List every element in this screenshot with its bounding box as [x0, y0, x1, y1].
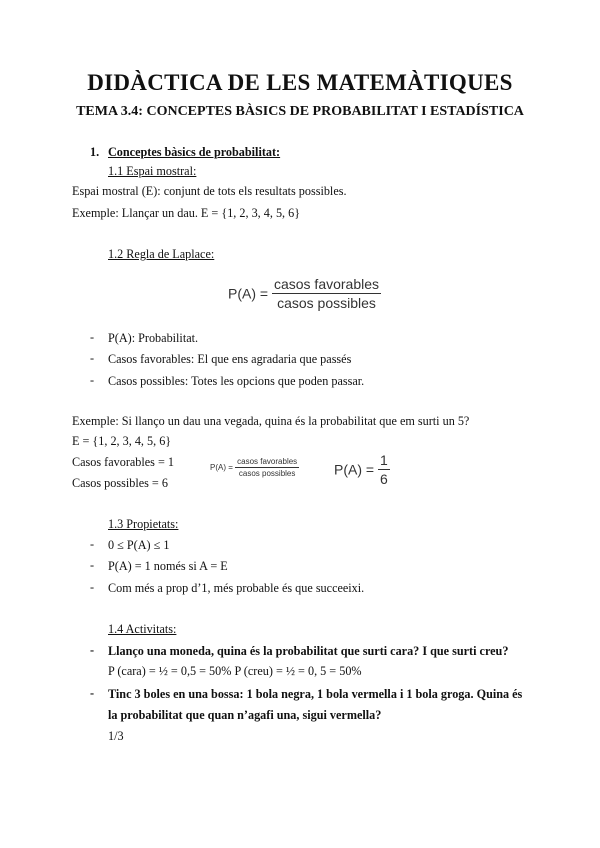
activity-question-2-line-1: Tinc 3 boles en una bossa: 1 bola negra, 1 bola vermella i 1 bola groga. Quina és — [108, 687, 523, 701]
small-formula-fraction — [235, 457, 299, 478]
subsection-heading-1-2: 1.2 Regla de Laplace: — [108, 247, 215, 261]
small-formula-numerator: casos favorables — [237, 457, 298, 466]
bullet-dash: - — [90, 373, 95, 387]
probability-result — [334, 452, 390, 487]
section-heading: Conceptes bàsics de probabilitat: — [108, 145, 281, 159]
result-fraction — [378, 452, 390, 487]
activity-question-2-line-2: la probabilitat que quan n’agafi una, sigui vermella? — [108, 708, 382, 722]
activity-answer-1: P (cara) = ½ = 0,5 = 50% P (creu) = ½ = 0, 5 = 50% — [108, 664, 362, 678]
bullet-dash: - — [90, 686, 95, 700]
possible-cases: Casos possibles = 6 — [72, 476, 168, 490]
bullet-dash: - — [90, 580, 95, 594]
bullet-dash: - — [90, 537, 95, 551]
formula-numerator: casos favorables — [273, 276, 380, 292]
bullet-text: P(A) = 1 només si A = E — [108, 559, 228, 573]
bullet-text: Casos possibles: Totes les opcions que poden passar. — [108, 374, 365, 388]
bullet-text: P(A): Probabilitat. — [108, 331, 199, 345]
activity-question-1: Llanço una moneda, quina és la probabilitat que surti cara? I que surti creu? — [108, 644, 509, 658]
laplace-formula — [228, 276, 381, 311]
subsection-heading-1-4: 1.4 Activitats: — [108, 622, 177, 636]
bullet-dash: - — [90, 330, 95, 344]
result-numerator: 1 — [379, 452, 388, 468]
bullet-dash: - — [90, 643, 95, 657]
small-formula-denominator: casos possibles — [238, 469, 296, 478]
bullet-text: Casos favorables: El que ens agradaria que passés — [108, 352, 352, 366]
bullet-text: 0 ≤ P(A) ≤ 1 — [108, 538, 170, 552]
example-question: Exemple: Si llanço un dau una vegada, quina és la probabilitat que em surti un 5? — [72, 414, 470, 428]
result-lhs: P(A) = — [334, 461, 375, 478]
page-title: DIDÀCTICA DE LES MATEMÀTIQUES — [87, 70, 513, 95]
formula-fraction — [272, 276, 381, 311]
bullet-text: Com més a prop d’1, més probable és que succeeixi. — [108, 581, 365, 595]
example-text: Exemple: Llançar un dau. E = {1, 2, 3, 4, 5, 6} — [72, 206, 301, 220]
activity-answer-2: 1/3 — [108, 729, 124, 743]
formula-lhs: P(A) = — [228, 285, 269, 302]
definition-text: Espai mostral (E): conjunt de tots els resultats possibles. — [72, 184, 347, 198]
result-denominator: 6 — [379, 471, 388, 487]
subsection-heading-1-1: 1.1 Espai mostral: — [108, 164, 197, 178]
small-formula-lhs: P(A) = — [210, 463, 233, 472]
small-laplace-formula — [210, 457, 299, 478]
sample-space: E = {1, 2, 3, 4, 5, 6} — [72, 434, 172, 448]
page-subtitle: TEMA 3.4: CONCEPTES BÀSICS DE PROBABILITAT I ESTADÍSTICA — [76, 104, 524, 119]
bullet-dash: - — [90, 351, 95, 365]
formula-denominator: casos possibles — [277, 295, 376, 311]
section-number: 1. — [90, 145, 100, 159]
favorable-cases: Casos favorables = 1 — [72, 455, 174, 469]
subsection-heading-1-3: 1.3 Propietats: — [108, 517, 179, 531]
bullet-dash: - — [90, 558, 95, 572]
